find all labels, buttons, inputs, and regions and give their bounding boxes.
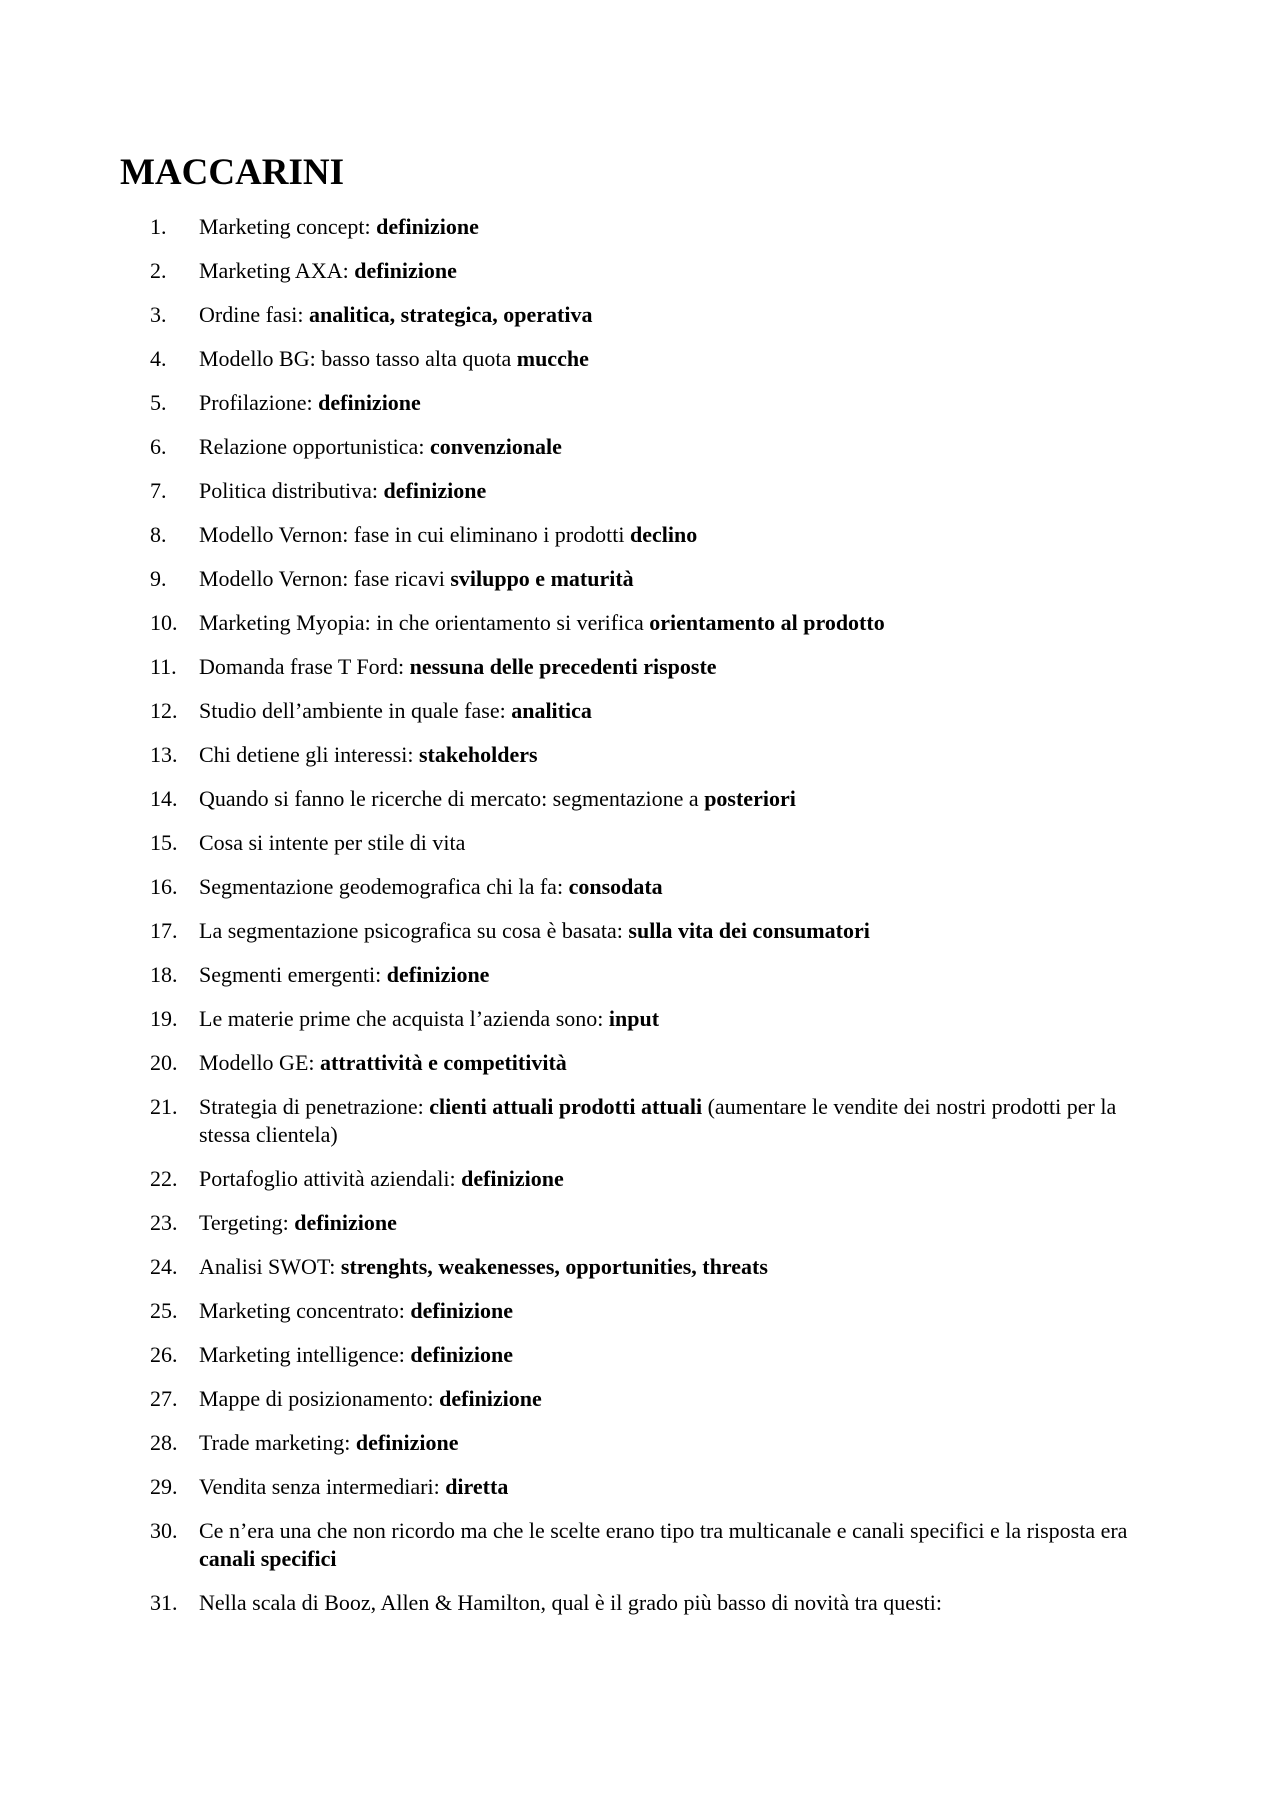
item-question: Marketing AXA: bbox=[199, 258, 355, 283]
list-item bbox=[150, 1093, 1150, 1149]
item-question: Domanda frase T Ford: bbox=[199, 654, 410, 679]
item-number: 23. bbox=[150, 1210, 178, 1235]
item-answer: sulla vita dei consumatori bbox=[628, 918, 870, 943]
item-answer: stakeholders bbox=[418, 742, 538, 767]
list-item bbox=[150, 1005, 1150, 1033]
item-answer: definizione bbox=[410, 1342, 514, 1367]
item-question: Chi detiene gli interessi: bbox=[199, 742, 419, 767]
item-answer: sviluppo e maturità bbox=[450, 566, 634, 591]
item-number: 27. bbox=[150, 1386, 178, 1411]
list-item bbox=[150, 521, 1150, 549]
item-question: Ordine fasi: bbox=[199, 302, 309, 327]
item-number: 3. bbox=[150, 302, 167, 327]
list-item bbox=[150, 1589, 1150, 1617]
item-number: 7. bbox=[150, 478, 167, 503]
item-question: Politica distributiva: bbox=[199, 478, 384, 503]
item-number: 11. bbox=[150, 654, 177, 679]
item-number: 10. bbox=[150, 610, 178, 635]
item-number: 6. bbox=[150, 434, 167, 459]
item-number: 20. bbox=[150, 1050, 178, 1075]
item-number: 31. bbox=[150, 1590, 178, 1615]
list-item bbox=[150, 697, 1150, 725]
item-number: 14. bbox=[150, 786, 178, 811]
item-answer: analitica bbox=[511, 698, 592, 723]
item-answer: definizione bbox=[439, 1386, 542, 1411]
list-item bbox=[150, 1049, 1150, 1077]
item-number: 19. bbox=[150, 1006, 178, 1031]
item-answer: declino bbox=[629, 522, 698, 547]
page-title: MACCARINI bbox=[120, 152, 345, 193]
item-question: Nella scala di Booz, Allen & Hamilton, qual è il grado più basso di novità tra questi: bbox=[199, 1590, 942, 1615]
item-question: Strategia di penetrazione: bbox=[199, 1094, 430, 1119]
item-number: 8. bbox=[150, 522, 167, 547]
item-question: Studio dell’ambiente in quale fase: bbox=[199, 698, 512, 723]
item-question: Modello BG: basso tasso alta quota bbox=[199, 346, 517, 371]
item-number: 5. bbox=[150, 390, 167, 415]
item-question: Marketing concentrato: bbox=[199, 1298, 411, 1323]
item-number: 22. bbox=[150, 1166, 178, 1191]
item-number: 24. bbox=[150, 1254, 178, 1279]
item-question: Tergeting: bbox=[199, 1210, 295, 1235]
item-number: 12. bbox=[150, 698, 178, 723]
list-item bbox=[150, 1517, 1150, 1573]
list-item bbox=[150, 301, 1150, 329]
item-question: Modello Vernon: fase ricavi bbox=[199, 566, 451, 591]
list-item bbox=[150, 961, 1150, 989]
item-question: Quando si fanno le ricerche di mercato: segmentazione a bbox=[199, 786, 705, 811]
item-question: Relazione opportunistica: bbox=[199, 434, 430, 459]
item-number: 2. bbox=[150, 258, 167, 283]
list-item bbox=[150, 1209, 1150, 1237]
item-answer: clienti attuali prodotti attuali bbox=[429, 1094, 703, 1119]
list-item bbox=[150, 741, 1150, 769]
list-item bbox=[150, 1385, 1150, 1413]
item-answer: definizione bbox=[318, 390, 421, 415]
item-number: 29. bbox=[150, 1474, 178, 1499]
list-item bbox=[150, 1297, 1150, 1325]
item-number: 21. bbox=[150, 1094, 178, 1119]
item-question: Ce n’era una che non ricordo ma che le scelte erano tipo tra multicanale e canali specifici e la risposta era bbox=[199, 1518, 1128, 1543]
item-answer: definizione bbox=[461, 1166, 564, 1191]
list-item bbox=[150, 609, 1150, 637]
item-number: 16. bbox=[150, 874, 178, 899]
item-answer: nessuna delle precedenti risposte bbox=[409, 654, 717, 679]
list-item bbox=[150, 653, 1150, 681]
list-item bbox=[150, 785, 1150, 813]
item-number: 18. bbox=[150, 962, 178, 987]
item-question: Marketing Myopia: in che orientamento si verifica bbox=[199, 610, 650, 635]
item-question: Portafoglio attività aziendali: bbox=[199, 1166, 462, 1191]
item-answer: strenghts, weakenesses, opportunities, threats bbox=[340, 1254, 768, 1279]
item-number: 15. bbox=[150, 830, 178, 855]
item-question: Le materie prime che acquista l’azienda sono: bbox=[199, 1006, 609, 1031]
item-answer: consodata bbox=[568, 874, 663, 899]
item-answer: analitica, strategica, operativa bbox=[308, 302, 593, 327]
item-number: 26. bbox=[150, 1342, 178, 1367]
item-answer: input bbox=[608, 1006, 660, 1031]
item-question: Segmenti emergenti: bbox=[199, 962, 387, 987]
item-number: 13. bbox=[150, 742, 178, 767]
item-number: 1. bbox=[150, 214, 167, 239]
item-answer: canali specifici bbox=[199, 1546, 337, 1571]
item-number: 17. bbox=[150, 918, 178, 943]
item-answer: definizione bbox=[355, 1430, 459, 1455]
list-item bbox=[150, 565, 1150, 593]
list-item bbox=[150, 433, 1150, 461]
item-answer: diretta bbox=[445, 1474, 509, 1499]
item-number: 25. bbox=[150, 1298, 178, 1323]
item-question: Marketing concept: bbox=[199, 214, 377, 239]
item-answer: convenzionale bbox=[429, 434, 562, 459]
item-number: 4. bbox=[150, 346, 167, 371]
item-answer: orientamento al prodotto bbox=[649, 610, 885, 635]
item-answer: definizione bbox=[294, 1210, 397, 1235]
list-item bbox=[150, 389, 1150, 417]
item-answer: definizione bbox=[383, 478, 487, 503]
item-question: La segmentazione psicografica su cosa è basata: bbox=[199, 918, 629, 943]
item-question: Vendita senza intermediari: bbox=[199, 1474, 446, 1499]
list-item bbox=[150, 829, 1150, 857]
list-item bbox=[150, 1473, 1150, 1501]
item-question: Profilazione: bbox=[199, 390, 319, 415]
item-number: 28. bbox=[150, 1430, 178, 1455]
item-question: Analisi SWOT: bbox=[199, 1254, 341, 1279]
item-question: Segmentazione geodemografica chi la fa: bbox=[199, 874, 569, 899]
list-item bbox=[150, 345, 1150, 373]
item-number: 9. bbox=[150, 566, 167, 591]
item-question: Trade marketing: bbox=[199, 1430, 356, 1455]
list-item bbox=[150, 213, 1150, 241]
list-item bbox=[150, 873, 1150, 901]
list-item bbox=[150, 1429, 1150, 1457]
item-question: Modello Vernon: fase in cui eliminano i prodotti bbox=[199, 522, 630, 547]
list-item bbox=[150, 1253, 1150, 1281]
list-item bbox=[150, 1341, 1150, 1369]
item-note: (aumentare le vendite dei nostri prodotti per la stessa clientela) bbox=[199, 1094, 1117, 1147]
item-number: 30. bbox=[150, 1518, 178, 1543]
question-list bbox=[150, 213, 1150, 1633]
item-question: Mappe di posizionamento: bbox=[199, 1386, 440, 1411]
item-question: Cosa si intente per stile di vita bbox=[199, 830, 466, 855]
list-item bbox=[150, 477, 1150, 505]
item-question: Marketing intelligence: bbox=[199, 1342, 411, 1367]
item-answer: definizione bbox=[386, 962, 490, 987]
item-answer: definizione bbox=[376, 214, 479, 239]
list-item bbox=[150, 1165, 1150, 1193]
item-answer: posteriori bbox=[704, 786, 796, 811]
item-answer: attrattività e competitività bbox=[320, 1050, 567, 1075]
list-item bbox=[150, 917, 1150, 945]
list-item bbox=[150, 257, 1150, 285]
item-answer: definizione bbox=[354, 258, 457, 283]
item-question: Modello GE: bbox=[199, 1050, 320, 1075]
item-answer: definizione bbox=[410, 1298, 514, 1323]
item-answer: mucche bbox=[516, 346, 589, 371]
